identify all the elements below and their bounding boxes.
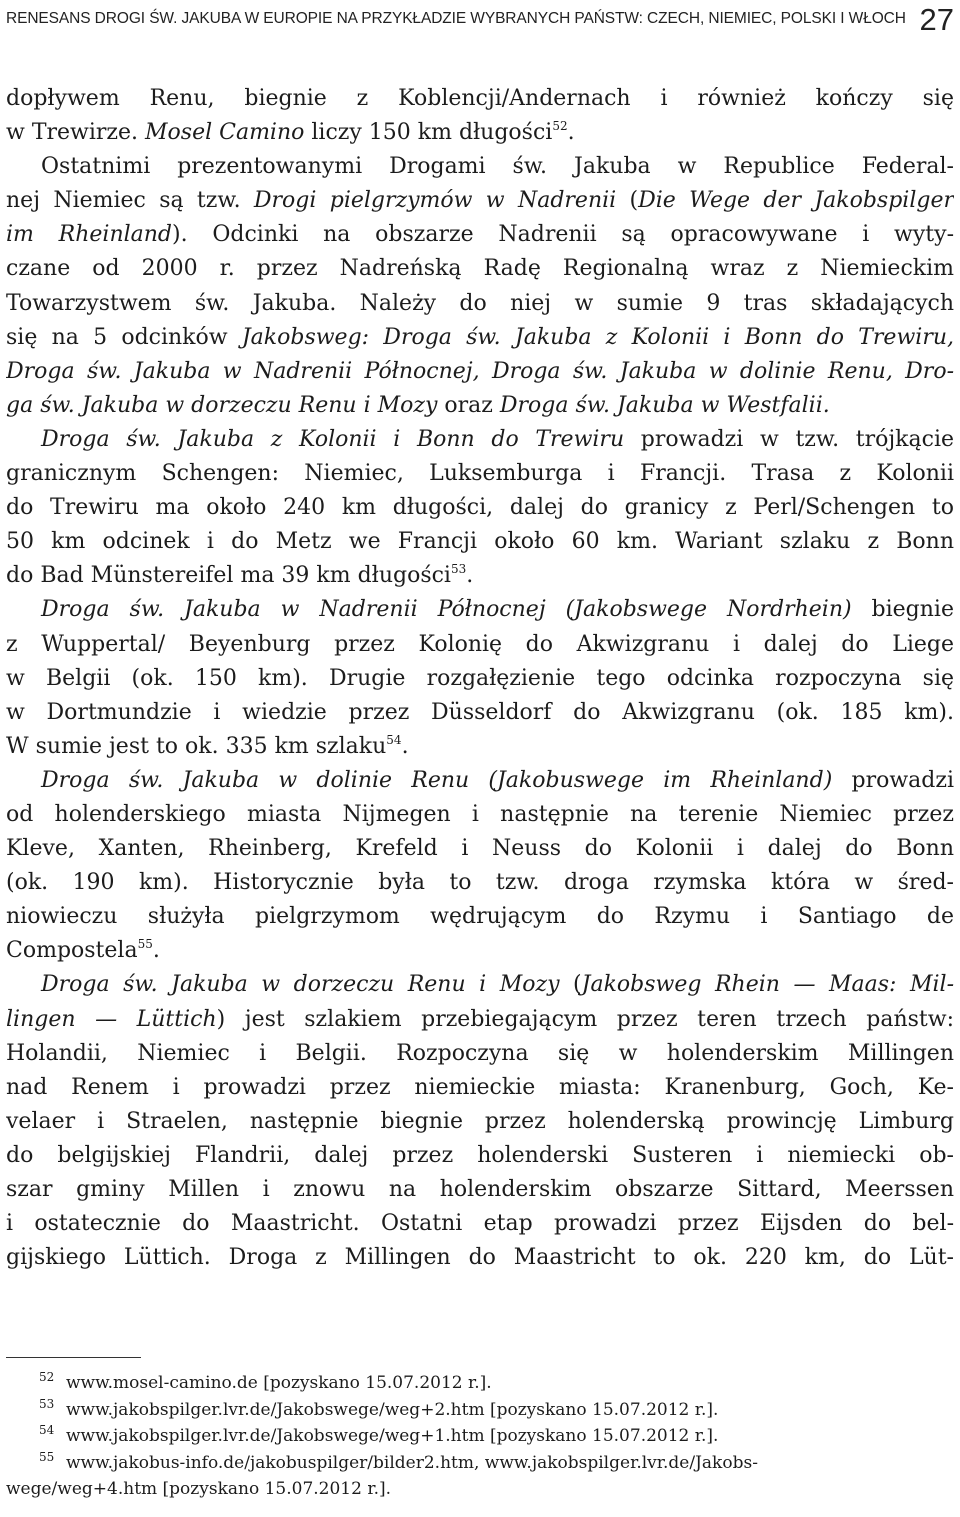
text-line: do belgijskiej Flandrii, dalej przez holenderski Susteren i niemiecki ob-: [6, 1142, 954, 1168]
text-line: nej Niemiec są tzw. Drogi pielgrzymów w Nadrenii (Die Wege der Jakobspilger: [6, 188, 954, 214]
text-line: szar gminy Millen i znowu na holenderskim obszarze Sittard, Meerssen: [6, 1177, 954, 1202]
text-line: dopływem Renu, biegnie z Koblencji/Andernach i również kończy się: [6, 86, 954, 111]
text-line: Droga św. Jakuba w Nadrenii Północnej (Jakobswege Nordrhein) biegnie: [41, 597, 954, 623]
text-line: do Trewiru ma około 240 km długości, dalej do granicy z Perl/Schengen to: [6, 495, 954, 521]
text-line: czane od 2000 r. przez Nadreńską Radę Regionalną wraz z Niemieckim: [6, 256, 954, 282]
text-line: w Dortmundzie i wiedzie przez Düsseldorf do Akwizgranu (ok. 185 km).: [6, 699, 954, 725]
text-line: velaer i Straelen, następnie biegnie przez holenderską prowincję Limburg: [6, 1108, 954, 1134]
running-title: RENESANS DROGI ŚW. JAKUBA W EUROPIE NA PRZYKŁADZIE WYBRANYCH PAŃSTW: CZECH, NIEMIEC, POLSKI I WŁOCH: [6, 10, 906, 27]
text-line: gijskiego Lüttich. Droga z Millingen do Maastricht to ok. 220 km, do Lüt-: [6, 1245, 954, 1271]
body-text: [6, 82, 954, 1275]
footnote-link[interactable]: www.jakobspilger.lvr.de/Jakobswege/weg+1.htm [pozyskano 15.07.2012 r.].: [66, 1426, 719, 1446]
text-line: w Trewirze. Mosel Camino liczy 150 km długości$^{52}$.: [6, 119, 575, 146]
footnote-ref[interactable]: 54: [386, 732, 402, 747]
footnote-continuation[interactable]: wege/weg+4.htm [pozyskano 15.07.2012 r.].: [6, 1479, 392, 1499]
text-line: nad Renem i prowadzi przez niemieckie miasta: Kranenburg, Goch, Ke-: [6, 1074, 954, 1100]
footnote-number: 55: [39, 1449, 55, 1464]
text-line: Droga św. Jakuba w Nadrenii Północnej, Droga św. Jakuba w dolinie Renu, Dro-: [6, 358, 954, 384]
footnote-divider: [6, 1357, 141, 1358]
text-line: Towarzystwem św. Jakuba. Należy do niej w sumie 9 tras składających: [6, 290, 954, 316]
page-number: 27: [919, 2, 954, 37]
footnote-link[interactable]: www.jakobus-info.de/jakobuspilger/bilder2.htm, www.jakobspilger.lvr.de/Jakobs-: [66, 1452, 758, 1473]
footnote-ref[interactable]: 55: [137, 937, 153, 952]
text-line: Droga św. Jakuba w dolinie Renu (Jakobuswege im Rheinland) prowadzi: [41, 767, 954, 793]
footnote-number: 53: [39, 1396, 55, 1411]
page-header: [6, 4, 956, 40]
text-line: lingen — Lüttich) jest szlakiem przebiegającym przez teren trzech państw:: [6, 1006, 954, 1032]
footnote-number: 54: [39, 1423, 55, 1437]
text-line: w Belgii (ok. 150 km). Drugie rozgałęzienie tego odcinka rozpoczyna się: [6, 665, 954, 691]
footnote-ref[interactable]: 52: [552, 119, 568, 134]
text-line: ga św. Jakuba w dorzeczu Renu i Mozy oraz Droga św. Jakuba w Westfalii.: [6, 392, 830, 418]
text-line: i ostatecznie do Maastricht. Ostatni etap prowadzi przez Eijsden do bel-: [6, 1211, 954, 1237]
footnote-number: 52: [39, 1370, 55, 1384]
text-line: do Bad Münstereifel ma 39 km długości$^{53}$.: [6, 562, 474, 589]
text-line: im Rheinland). Odcinki na obszarze Nadrenii są opracowywane i wyty-: [6, 222, 954, 248]
text-line: Holandii, Niemiec i Belgii. Rozpoczyna się w holenderskim Millingen: [6, 1040, 954, 1066]
text-line: niowieczu służyła pielgrzymom wędrującym do Rzymu i Santiago de: [6, 904, 954, 930]
footnote: [6, 1397, 954, 1424]
text-line: Droga św. Jakuba z Kolonii i Bonn do Trewiru prowadzi w tzw. trójkącie: [41, 426, 954, 452]
text-line: z Wuppertal/ Beyenburg przez Kolonię do Akwizgranu i dalej do Liege: [6, 631, 954, 657]
footnote-link[interactable]: www.mosel-camino.de [pozyskano 15.07.2012 r.].: [66, 1373, 492, 1393]
footnotes: [6, 1370, 954, 1503]
text-line: W sumie jest to ok. 335 km szlaku$^{54}$.: [6, 732, 409, 759]
text-line: od holenderskiego miasta Nijmegen i następnie na terenie Niemiec przez: [6, 801, 954, 827]
footnote: [6, 1450, 954, 1477]
footnote: [6, 1370, 954, 1397]
text-line: 50 km odcinek i do Metz we Francji około 60 km. Wariant szlaku z Bonn: [6, 529, 954, 555]
footnote: [6, 1423, 954, 1450]
footnote-link[interactable]: www.jakobspilger.lvr.de/Jakobswege/weg+2.htm [pozyskano 15.07.2012 r.].: [66, 1399, 719, 1420]
text-line: Ostatnimi prezentowanymi Drogami św. Jakuba w Republice Federal-: [41, 154, 954, 180]
text-line: Kleve, Xanten, Rheinberg, Krefeld i Neuss do Kolonii i dalej do Bonn: [6, 836, 954, 862]
text-line: granicznym Schengen: Niemiec, Luksemburga i Francji. Trasa z Kolonii: [6, 461, 954, 487]
text-line: Droga św. Jakuba w dorzeczu Renu i Mozy (Jakobsweg Rhein — Maas: Mil-: [41, 972, 954, 998]
text-line: Compostela$^{55}$.: [6, 937, 160, 964]
text-line: się na 5 odcinków Jakobsweg: Droga św. Jakuba z Kolonii i Bonn do Trewiru,: [6, 324, 954, 350]
footnote-ref[interactable]: 53: [450, 562, 467, 577]
text-line: (ok. 190 km). Historycznie była to tzw. droga rzymska która w śred-: [6, 870, 954, 896]
